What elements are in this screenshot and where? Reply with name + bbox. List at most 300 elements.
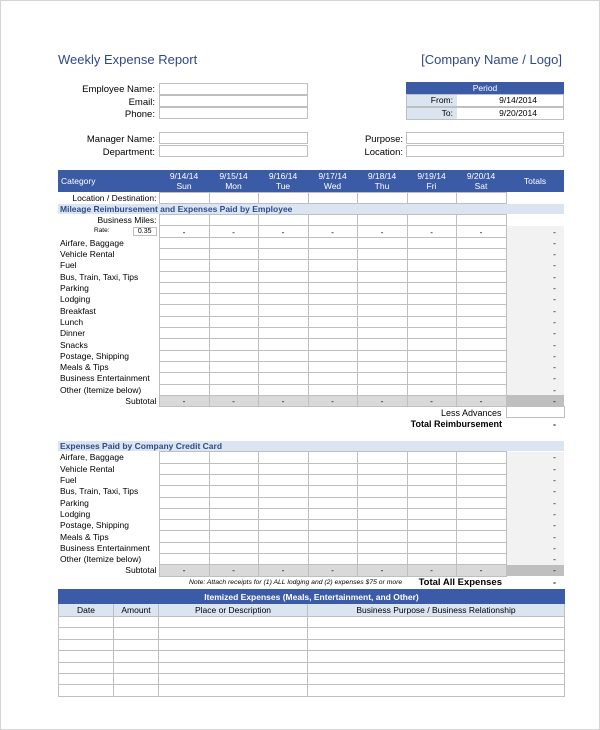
company-expense-cell[interactable] — [159, 463, 209, 474]
location-field[interactable] — [406, 145, 564, 157]
itemized-header-date: Date — [59, 604, 114, 617]
itemized-place-cell[interactable] — [159, 628, 308, 639]
period-from-value[interactable]: 9/14/2014 — [499, 95, 537, 105]
company-expense-total: - — [506, 554, 564, 565]
itemized-date-cell[interactable] — [59, 628, 114, 639]
company-expense-cell[interactable] — [209, 542, 258, 553]
company-expense-cell[interactable] — [308, 463, 357, 474]
business-miles-cell[interactable] — [159, 215, 209, 226]
company-expense-cell[interactable] — [357, 554, 407, 565]
company-expense-label: Parking — [60, 497, 89, 508]
employee-expense-cell[interactable] — [159, 384, 209, 395]
company-expense-cell[interactable] — [407, 531, 456, 542]
company-expense-total: - — [506, 508, 564, 519]
employee-expense-cell[interactable] — [407, 350, 456, 361]
employee-expense-cell[interactable] — [159, 316, 209, 327]
company-expense-cell[interactable] — [407, 508, 456, 519]
employee-expense-cell[interactable] — [209, 373, 258, 384]
itemized-purpose-cell[interactable] — [308, 628, 565, 639]
employee-expense-cell[interactable] — [456, 248, 506, 259]
business-miles-cell[interactable] — [258, 215, 308, 226]
company-expense-cell[interactable] — [357, 520, 407, 531]
company-expense-cell[interactable] — [407, 554, 456, 565]
employee-expense-cell[interactable] — [407, 305, 456, 316]
company-expense-cell[interactable] — [209, 486, 258, 497]
day-header-0 — [159, 170, 209, 192]
employee-expense-label: Dinner — [60, 328, 86, 339]
company-expense-cell[interactable] — [456, 463, 506, 474]
total-all-row — [58, 576, 564, 588]
employee-expense-cell[interactable] — [159, 373, 209, 384]
employee-expense-cell[interactable] — [456, 350, 506, 361]
itemized-title-row — [59, 590, 565, 604]
company-expense-cell[interactable] — [308, 520, 357, 531]
employee-expense-cell[interactable] — [407, 384, 456, 395]
employee-expense-cell[interactable] — [159, 305, 209, 316]
location-cell[interactable] — [159, 192, 209, 203]
subtotal1-cell: - — [308, 395, 357, 406]
total-reimbursement-row — [58, 418, 564, 429]
employee-expense-cell[interactable] — [407, 260, 456, 271]
company-expense-cell[interactable] — [209, 463, 258, 474]
less-advances-field[interactable] — [506, 407, 564, 418]
company-expense-cell[interactable] — [258, 497, 308, 508]
business-miles-cell[interactable] — [357, 215, 407, 226]
employee-expense-cell[interactable] — [159, 350, 209, 361]
company-expense-row — [58, 452, 564, 463]
employee-expense-cell[interactable] — [308, 248, 357, 259]
employee-expense-cell[interactable] — [456, 384, 506, 395]
day-header-2 — [258, 170, 308, 192]
rate-cell — [58, 226, 159, 237]
employee-expense-cell[interactable] — [209, 339, 258, 350]
location-cell[interactable] — [258, 192, 308, 203]
itemized-amount-cell[interactable] — [114, 617, 159, 628]
business-miles-cell[interactable] — [308, 215, 357, 226]
employee-expense-cell[interactable] — [258, 294, 308, 305]
company-expense-cell[interactable] — [308, 531, 357, 542]
mileage-cost-cell: - — [308, 226, 357, 237]
company-expense-cell[interactable] — [456, 452, 506, 463]
company-expense-cell[interactable] — [357, 508, 407, 519]
employee-expense-total: - — [506, 260, 564, 271]
employee-expense-row — [58, 316, 564, 327]
employee-expense-cell[interactable] — [357, 361, 407, 372]
location-cell[interactable] — [456, 192, 506, 203]
employee-expense-cell[interactable] — [159, 282, 209, 293]
company-expense-label: Airfare, Baggage — [60, 452, 124, 463]
employee-expense-cell[interactable] — [209, 350, 258, 361]
itemized-date-cell[interactable] — [59, 651, 114, 662]
company-expense-cell[interactable] — [308, 486, 357, 497]
employee-expense-cell[interactable] — [209, 316, 258, 327]
company-expense-cell[interactable] — [407, 452, 456, 463]
subtotal1-cell: - — [209, 395, 258, 406]
itemized-date-cell[interactable] — [59, 662, 114, 673]
employee-expense-cell[interactable] — [308, 350, 357, 361]
employee-expense-cell[interactable] — [209, 328, 258, 339]
section1-title: Mileage Reimbursement and Expenses Paid by Employee — [58, 203, 564, 214]
location-cell[interactable] — [407, 192, 456, 203]
day-name: Fri — [426, 180, 437, 191]
company-expense-row — [58, 497, 564, 508]
employee-expense-cell[interactable] — [258, 361, 308, 372]
employee-expense-cell[interactable] — [209, 248, 258, 259]
itemized-amount-cell[interactable] — [114, 673, 159, 684]
company-expense-cell[interactable] — [357, 452, 407, 463]
employee-expense-cell[interactable] — [456, 237, 506, 248]
company-expense-cell[interactable] — [159, 497, 209, 508]
employee-expense-cell[interactable] — [308, 361, 357, 372]
company-expense-cell[interactable] — [159, 452, 209, 463]
company-expense-cell[interactable] — [209, 452, 258, 463]
company-expense-cell[interactable] — [308, 452, 357, 463]
employee-expense-cell[interactable] — [357, 260, 407, 271]
day-date: 9/17/14 — [318, 170, 347, 181]
company-expense-cell[interactable] — [258, 452, 308, 463]
employee-expense-cell[interactable] — [258, 328, 308, 339]
day-name: Wed — [323, 180, 342, 191]
company-expense-cell[interactable] — [159, 542, 209, 553]
itemized-place-cell[interactable] — [159, 617, 308, 628]
employee-expense-cell[interactable] — [209, 271, 258, 282]
employee-expense-cell[interactable] — [407, 282, 456, 293]
employee-expense-cell[interactable] — [308, 271, 357, 282]
employee-expense-cell[interactable] — [456, 282, 506, 293]
employee-expense-total: - — [506, 350, 564, 361]
company-expense-total: - — [506, 531, 564, 542]
employee-expense-cell[interactable] — [407, 373, 456, 384]
employee-expense-cell[interactable] — [456, 361, 506, 372]
employee-expense-cell[interactable] — [407, 237, 456, 248]
itemized-date-cell[interactable] — [59, 617, 114, 628]
company-expense-cell[interactable] — [209, 531, 258, 542]
company-expense-cell[interactable] — [456, 531, 506, 542]
company-expense-cell[interactable] — [308, 542, 357, 553]
itemized-amount-cell[interactable] — [114, 651, 159, 662]
employee-expense-cell[interactable] — [209, 282, 258, 293]
location-destination-label: Location / Destination: — [72, 192, 157, 203]
employee-expense-cell[interactable] — [258, 339, 308, 350]
itemized-purpose-cell[interactable] — [308, 673, 565, 684]
company-expense-cell[interactable] — [456, 486, 506, 497]
employee-expense-cell[interactable] — [159, 339, 209, 350]
company-expense-cell[interactable] — [456, 542, 506, 553]
company-expense-cell[interactable] — [357, 531, 407, 542]
company-expense-cell[interactable] — [258, 474, 308, 485]
employee-expense-cell[interactable] — [357, 237, 407, 248]
company-expense-cell[interactable] — [258, 520, 308, 531]
company-expense-row — [58, 531, 564, 542]
employee-expense-cell[interactable] — [308, 339, 357, 350]
employee-expense-cell[interactable] — [159, 237, 209, 248]
employee-expense-cell[interactable] — [357, 328, 407, 339]
rate-value[interactable]: 0.35 — [133, 227, 157, 236]
purpose-field[interactable] — [406, 132, 564, 144]
employee-expense-cell[interactable] — [357, 316, 407, 327]
employee-expense-cell[interactable] — [456, 328, 506, 339]
employee-expense-cell[interactable] — [407, 328, 456, 339]
company-expense-cell[interactable] — [407, 486, 456, 497]
employee-expense-label: Lunch — [60, 316, 84, 327]
employee-expense-cell[interactable] — [456, 373, 506, 384]
employee-expense-label: Snacks — [60, 339, 88, 350]
company-expense-cell[interactable] — [407, 520, 456, 531]
employee-expense-label: Breakfast — [60, 305, 96, 316]
company-expense-cell[interactable] — [407, 463, 456, 474]
employee-expense-cell[interactable] — [357, 305, 407, 316]
itemized-purpose-cell[interactable] — [308, 662, 565, 673]
subtotal2-cell: - — [209, 565, 258, 576]
company-expense-cell[interactable] — [357, 486, 407, 497]
employee-expense-cell[interactable] — [407, 361, 456, 372]
itemized-header-purpose: Business Purpose / Business Relationship — [308, 604, 565, 617]
company-expense-cell[interactable] — [159, 531, 209, 542]
employee-expense-total: - — [506, 237, 564, 248]
company-expense-cell[interactable] — [209, 520, 258, 531]
employee-expense-cell[interactable] — [258, 350, 308, 361]
employee-expense-cell[interactable] — [209, 384, 258, 395]
employee-expense-cell[interactable] — [159, 271, 209, 282]
company-expense-cell[interactable] — [308, 497, 357, 508]
employee-expense-cell[interactable] — [258, 316, 308, 327]
company-expense-cell[interactable] — [159, 520, 209, 531]
employee-expense-cell[interactable] — [159, 328, 209, 339]
period-to-value[interactable]: 9/20/2014 — [499, 108, 537, 118]
itemized-purpose-cell[interactable] — [308, 651, 565, 662]
itemized-place-cell[interactable] — [159, 673, 308, 684]
employee-expense-cell[interactable] — [258, 260, 308, 271]
total-reimbursement-label: Total Reimbursement — [410, 418, 502, 429]
employee-name-field[interactable] — [159, 83, 308, 95]
less-advances-label: Less Advances — [440, 407, 502, 418]
itemized-header-amount: Amount — [114, 604, 159, 617]
itemized-place-cell[interactable] — [159, 662, 308, 673]
employee-expense-cell[interactable] — [456, 339, 506, 350]
day-date: 9/14/14 — [169, 170, 199, 181]
employee-expense-cell[interactable] — [258, 373, 308, 384]
phone-field[interactable] — [159, 107, 308, 119]
subtotal2-label: Subtotal — [125, 565, 157, 576]
business-miles-cell[interactable] — [209, 215, 258, 226]
employee-expense-cell[interactable] — [357, 384, 407, 395]
business-miles-cell[interactable] — [407, 215, 456, 226]
itemized-purpose-cell[interactable] — [308, 685, 565, 696]
company-expense-cell[interactable] — [209, 497, 258, 508]
category-header: Category — [58, 170, 159, 192]
employee-name-label: Employee Name: — [82, 84, 155, 95]
employee-expense-cell[interactable] — [456, 305, 506, 316]
company-expense-cell[interactable] — [456, 554, 506, 565]
company-expense-cell[interactable] — [258, 508, 308, 519]
day-name: Tue — [275, 180, 291, 191]
company-expense-cell[interactable] — [159, 486, 209, 497]
subtotal1-total: - — [506, 395, 564, 406]
location-cell[interactable] — [209, 192, 258, 203]
employee-expense-row — [58, 339, 564, 350]
itemized-place-cell[interactable] — [159, 651, 308, 662]
company-expense-label: Other (Itemize below) — [60, 554, 142, 565]
employee-expense-row — [58, 237, 564, 248]
manager-name-field[interactable] — [159, 132, 308, 144]
employee-expense-cell[interactable] — [209, 361, 258, 372]
company-expense-cell[interactable] — [159, 474, 209, 485]
company-expense-cell[interactable] — [209, 508, 258, 519]
employee-expense-cell[interactable] — [258, 305, 308, 316]
employee-expense-cell[interactable] — [209, 305, 258, 316]
company-expense-cell[interactable] — [456, 497, 506, 508]
employee-expense-cell[interactable] — [456, 294, 506, 305]
itemized-amount-cell[interactable] — [114, 628, 159, 639]
employee-expense-cell[interactable] — [357, 339, 407, 350]
employee-expense-total: - — [506, 373, 564, 384]
itemized-date-cell[interactable] — [59, 673, 114, 684]
company-expense-cell[interactable] — [456, 474, 506, 485]
subtotal1-cell: - — [357, 395, 407, 406]
total-all-expenses-label: Total All Expenses — [418, 576, 502, 588]
employee-expense-cell[interactable] — [407, 339, 456, 350]
company-expense-cell[interactable] — [308, 508, 357, 519]
itemized-purpose-cell[interactable] — [308, 639, 565, 650]
employee-expense-cell[interactable] — [357, 248, 407, 259]
location-cell[interactable] — [357, 192, 407, 203]
employee-expense-cell[interactable] — [159, 260, 209, 271]
company-expense-cell[interactable] — [258, 531, 308, 542]
company-expense-cell[interactable] — [209, 554, 258, 565]
employee-expense-cell[interactable] — [308, 305, 357, 316]
company-expense-cell[interactable] — [159, 554, 209, 565]
itemized-row — [59, 685, 565, 696]
employee-expense-cell[interactable] — [258, 271, 308, 282]
employee-expense-cell[interactable] — [407, 271, 456, 282]
location-cell[interactable] — [308, 192, 357, 203]
company-expense-cell[interactable] — [357, 542, 407, 553]
employee-expense-cell[interactable] — [258, 384, 308, 395]
employee-expense-cell[interactable] — [308, 282, 357, 293]
employee-expense-cell[interactable] — [159, 248, 209, 259]
employee-expense-cell[interactable] — [456, 271, 506, 282]
subtotal1-cell: - — [456, 395, 506, 406]
company-expense-cell[interactable] — [407, 474, 456, 485]
company-expense-cell[interactable] — [456, 508, 506, 519]
employee-expense-cell[interactable] — [308, 237, 357, 248]
company-expense-label: Lodging — [60, 508, 91, 519]
itemized-date-cell[interactable] — [59, 685, 114, 696]
company-expense-cell[interactable] — [456, 520, 506, 531]
company-expense-label: Meals & Tips — [60, 531, 109, 542]
company-expense-row — [58, 486, 564, 497]
day-name: Mon — [225, 180, 242, 191]
employee-expense-cell[interactable] — [159, 361, 209, 372]
employee-expense-total: - — [506, 248, 564, 259]
employee-expense-row — [58, 384, 564, 395]
employee-expense-cell[interactable] — [456, 316, 506, 327]
employee-expense-cell[interactable] — [308, 384, 357, 395]
day-date: 9/19/14 — [417, 170, 446, 181]
business-miles-cell[interactable] — [456, 215, 506, 226]
employee-expense-cell[interactable] — [258, 248, 308, 259]
employee-expense-cell[interactable] — [308, 260, 357, 271]
company-expense-label: Fuel — [60, 475, 77, 486]
company-expense-cell[interactable] — [407, 542, 456, 553]
employee-expense-row — [58, 271, 564, 282]
rate-label: Rate: — [94, 227, 110, 235]
manager-name-label: Manager Name: — [86, 134, 155, 145]
spacer-row — [58, 429, 564, 440]
company-expense-cell[interactable] — [308, 554, 357, 565]
company-expense-cell[interactable] — [357, 463, 407, 474]
employee-expense-cell[interactable] — [308, 294, 357, 305]
employee-expense-cell[interactable] — [407, 316, 456, 327]
subtotal2-cell: - — [258, 565, 308, 576]
employee-expense-cell[interactable] — [258, 237, 308, 248]
employee-expense-label: Other (Itemize below) — [60, 384, 142, 395]
section2-header-row — [58, 441, 564, 452]
employee-expense-cell[interactable] — [209, 237, 258, 248]
company-expense-cell[interactable] — [258, 486, 308, 497]
company-expense-cell[interactable] — [357, 497, 407, 508]
department-field[interactable] — [159, 145, 308, 157]
company-expense-cell[interactable] — [209, 474, 258, 485]
company-expense-cell[interactable] — [258, 463, 308, 474]
itemized-amount-cell[interactable] — [114, 639, 159, 650]
email-field[interactable] — [159, 95, 308, 107]
itemized-amount-cell[interactable] — [114, 662, 159, 673]
employee-expense-cell[interactable] — [258, 282, 308, 293]
employee-expense-cell[interactable] — [308, 316, 357, 327]
employee-expense-cell[interactable] — [407, 294, 456, 305]
employee-expense-cell[interactable] — [357, 294, 407, 305]
location-total-blank — [506, 192, 564, 203]
company-expense-label: Postage, Shipping — [60, 520, 129, 531]
itemized-header-row — [59, 604, 565, 617]
company-expense-cell[interactable] — [258, 554, 308, 565]
itemized-amount-cell[interactable] — [114, 685, 159, 696]
day-date: 9/18/14 — [367, 170, 397, 181]
employee-expense-cell[interactable] — [357, 373, 407, 384]
employee-expense-cell[interactable] — [308, 373, 357, 384]
employee-expense-cell[interactable] — [456, 260, 506, 271]
employee-expense-cell[interactable] — [357, 271, 407, 282]
itemized-purpose-cell[interactable] — [308, 617, 565, 628]
section2-title: Expenses Paid by Company Credit Card — [58, 441, 564, 452]
employee-expense-cell[interactable] — [357, 350, 407, 361]
itemized-date-cell[interactable] — [59, 639, 114, 650]
employee-expense-cell[interactable] — [159, 294, 209, 305]
employee-expense-cell[interactable] — [357, 282, 407, 293]
company-expense-cell[interactable] — [258, 542, 308, 553]
purpose-label: Purpose: — [364, 134, 403, 145]
employee-expense-cell[interactable] — [308, 328, 357, 339]
company-expense-cell[interactable] — [357, 474, 407, 485]
rate-row — [58, 226, 564, 237]
company-expense-cell[interactable] — [308, 474, 357, 485]
employee-expense-total: - — [506, 271, 564, 282]
employee-expense-total: - — [506, 328, 564, 339]
company-expense-cell[interactable] — [159, 508, 209, 519]
day-name: Thu — [374, 180, 390, 191]
employee-expense-cell[interactable] — [209, 260, 258, 271]
company-expense-row — [58, 474, 564, 485]
employee-expense-row — [58, 248, 564, 259]
period-to-row — [406, 107, 564, 120]
employee-expense-cell[interactable] — [407, 248, 456, 259]
itemized-place-cell[interactable] — [159, 685, 308, 696]
employee-expense-cell[interactable] — [209, 294, 258, 305]
itemized-place-cell[interactable] — [159, 639, 308, 650]
company-expense-cell[interactable] — [407, 497, 456, 508]
day-date: 9/20/14 — [466, 170, 496, 181]
